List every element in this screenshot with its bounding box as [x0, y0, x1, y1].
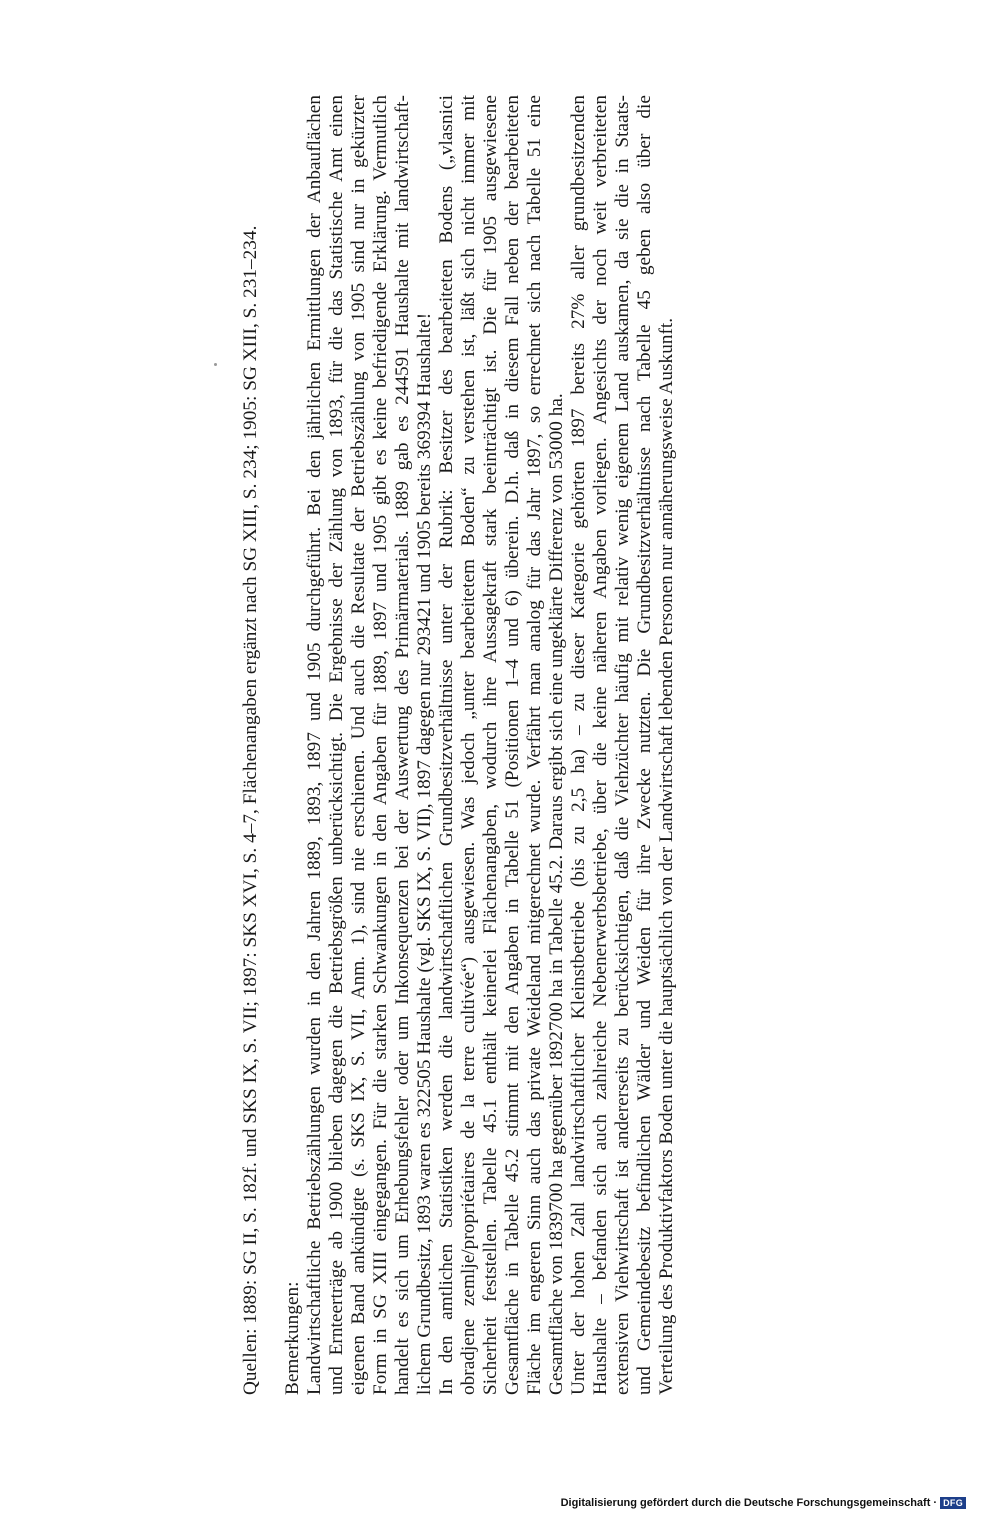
scan-speck — [214, 363, 217, 366]
dfg-logo: DFG — [940, 1497, 966, 1509]
remarks-heading: Bemerkungen: — [282, 1281, 303, 1395]
remarks-line: lichem Grundbesitz, 1893 waren es 322505 Haushalte (vgl. SKS IX, S. VII), 1897 dagegen nur 293421 und 1905 bereits 369394 Haushalte! — [414, 312, 435, 1395]
remarks-line: extensiven Viehwirtschaft ist andererseits zu berücksichtigen, daß die Viehzüchter häufig mit relativ wenig eigenem Land auskamen, da sie die in Staats- — [612, 95, 633, 1395]
remarks-line: Haushalte – befanden sich auch zahlreiche Nebenerwerbsbetriebe, über die keine näheren Angaben vorliegen. Angesichts der noch weit verbreiteten — [590, 95, 611, 1395]
sources-line: Quellen: 1889: SG II, S. 182f. und SKS IX, S. VII; 1897: SKS XVI, S. 4–7, Flächenangaben ergänzt nach SG XIII, S. 234; 1905: SG XIII, S. 231–234. — [240, 225, 261, 1395]
remarks-line: Verteilung des Produktivfaktors Boden unter die hauptsächlich von der Landwirtschaft lebenden Personen nur annäherungsweise Auskunft. — [656, 317, 677, 1395]
footer-text: Digitalisierung gefördert durch die Deutsche Forschungsgemeinschaft · — [560, 1497, 938, 1509]
remarks-line: Sicherheit feststellen. Tabelle 45.1 enthält keinerlei Flächenangaben, wodurch ihre Aussagekraft stark beeinträchtigt ist. Die für 1905 ausgewiesene — [480, 95, 501, 1395]
remarks-line: Landwirtschaftliche Betriebszählungen wurden in den Jahren 1889, 1893, 1897 und 1905 durchgeführt. Bei den jährlichen Ermittlungen der Anbauflächen — [304, 95, 325, 1395]
remarks-line: Form in SG XIII eingegangen. Für die starken Schwankungen in den Angaben für 1889, 1897 und 1905 gibt es keine befriedigende Erklärung. Vermutlich — [370, 95, 391, 1395]
digitization-footer — [561, 1497, 966, 1509]
remarks-line: Fläche im engeren Sinn auch das private Weideland mitgerechnet wurde. Verfährt man analog für das Jahr 1897, so errechnet sich nach Tabelle 51 eine — [524, 95, 545, 1395]
rotated-text-block — [240, 95, 678, 1395]
remarks-line: obradjene zemlje/propriétaires de la terre cultivée“) ausgewiesen. Was jedoch „unter bearbeitetem Boden“ zu verstehen ist, läßt sich nicht immer mit — [458, 95, 479, 1395]
remarks-line: handelt es sich um Erhebungsfehler oder um Inkonsequenzen bei der Auswertung des Primärmaterials. 1889 gab es 244591 Haushalte mit landwirtschaft- — [392, 95, 413, 1395]
remarks-line: und Gemeindebesitz befindlichen Wälder und Weiden für ihre Zwecke nutzten. Die Grundbesitzverhältnisse nach Tabelle 45 geben also über die — [634, 95, 655, 1395]
remarks-line: und Ernteerträge ab 1900 blieben dagegen die Betriebsgrößen unberücksichtigt. Die Ergebnisse der Zählung von 1893, für die das Statistische Amt einen — [326, 95, 347, 1395]
remarks-line: Gesamtfläche von 1839700 ha gegenüber 1892700 ha in Tabelle 45.2. Daraus ergibt sich eine ungeklärte Differenz von 53000 ha. — [546, 393, 567, 1395]
remarks-line: In den amtlichen Statistiken werden die landwirtschaftlichen Grundbesitzverhältnisse unter der Rubrik: Besitzer des bearbeiteten Bodens („vlasnici — [436, 95, 457, 1395]
remarks-line: Unter der hohen Zahl landwirtschaftlicher Kleinstbetriebe (bis zu 2,5 ha) – zu dieser Kategorie gehörten 1897 bereits 27% aller grundbesitzenden — [568, 95, 589, 1395]
remarks-line: eigenen Band ankündigte (s. SKS IX, S. VII, Anm. 1), sind nie erschienen. Und auch die Resultate der Betriebszählung von 1905 sind nur in gekürzter — [348, 95, 369, 1395]
remarks-line: Gesamtfläche in Tabelle 45.2 stimmt mit den Angaben in Tabelle 51 (Positionen 1–4 und 6) überein. D.h. daß in diesem Fall neben der bearbeiteten — [502, 95, 523, 1395]
